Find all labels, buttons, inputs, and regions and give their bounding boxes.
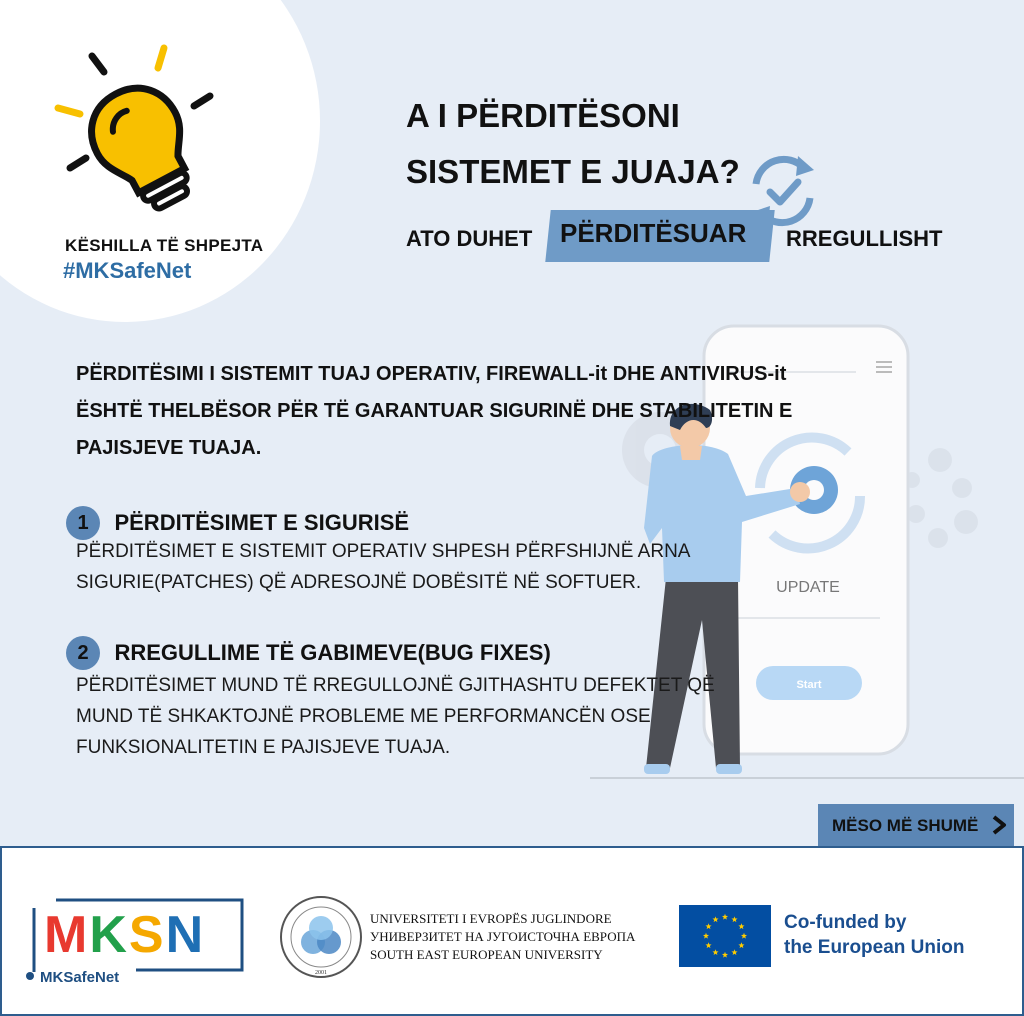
section-1-title: PËRDITËSIMET E SIGURISË bbox=[114, 510, 410, 535]
badge-hashtag: #MKSafeNet bbox=[63, 258, 192, 283]
subline-highlight: PËRDITËSUAR bbox=[560, 218, 747, 248]
university-name-mk: УНИВЕРЗИТЕТ НА ЈУГОИСТОЧНА ЕВРОПА bbox=[370, 929, 636, 944]
section-1-heading bbox=[66, 506, 409, 540]
eu-star bbox=[722, 914, 728, 920]
eu-star bbox=[731, 949, 737, 955]
eu-star bbox=[738, 923, 744, 929]
eu-cofunding bbox=[784, 910, 965, 960]
university-name-al: UNIVERSITETI I EVROPËS JUGLINDORE bbox=[370, 911, 612, 926]
mksn-letter-k: K bbox=[89, 906, 129, 964]
section-2-heading bbox=[66, 636, 551, 670]
section-1-number: 1 bbox=[66, 506, 100, 540]
eu-star bbox=[741, 933, 747, 939]
phone-update-label: UPDATE bbox=[776, 579, 840, 596]
subline-end: RREGULLISHT bbox=[786, 226, 943, 251]
mksn-letters bbox=[44, 906, 205, 964]
partner-footer bbox=[0, 846, 1024, 1016]
mksn-letter-n: N bbox=[165, 906, 206, 964]
eu-star bbox=[738, 942, 744, 948]
mksn-name: MKSafeNet bbox=[40, 969, 120, 984]
mksn-letter-m: M bbox=[44, 906, 90, 964]
eu-flag-icon bbox=[679, 905, 771, 967]
eu-star bbox=[731, 916, 737, 922]
section-1-body: PËRDITËSIMET E SISTEMIT OPERATIV SHPESH PËRFSHIJNË ARNA SIGURIE(PATCHES) QË ADRESOJNË DOBËSITË NË SOFTUER. bbox=[76, 541, 690, 593]
eu-star bbox=[706, 923, 712, 929]
eu-star bbox=[712, 916, 718, 922]
headline-line-1: A I PËRDITËSONI bbox=[406, 97, 680, 134]
start-button-label: Start bbox=[796, 679, 822, 691]
eu-star bbox=[703, 933, 709, 939]
mksafenet-logo bbox=[26, 894, 246, 984]
section-2-body: PËRDITËSIMET MUND TË RREGULLOJNË GJITHASHTU DEFEKTET QË MUND TË SHKAKTOJNË PROBLEME ME PERFORMANCËN OSE FUNKSIONALITETIN E PAJISJEVE TUAJA. bbox=[76, 675, 715, 758]
university-name-en: SOUTH EAST EUROPEAN UNIVERSITY bbox=[370, 947, 603, 962]
university-name bbox=[370, 910, 635, 964]
headline-line-2: SISTEMET E JUAJA? bbox=[406, 153, 740, 190]
learn-more-button[interactable] bbox=[818, 804, 1014, 846]
badge-title: KËSHILLA TË SHPEJTA bbox=[65, 236, 264, 255]
eu-star bbox=[706, 942, 712, 948]
section-2-number: 2 bbox=[66, 636, 100, 670]
page-title bbox=[406, 88, 740, 200]
eu-line-1: Co-funded by bbox=[784, 912, 907, 933]
eu-stars bbox=[679, 905, 771, 967]
subline-start: ATO DUHET bbox=[406, 226, 533, 251]
seal-year: 2001 bbox=[315, 970, 327, 976]
eu-line-2: the European Union bbox=[784, 937, 965, 958]
eu-star bbox=[722, 952, 728, 958]
intro-paragraph: PËRDITËSIMI I SISTEMIT TUAJ OPERATIV, FIREWALL-it DHE ANTIVIRUS-it ËSHTË THELBËSOR PËR TË GARANTUAR SIGURINË DHE STABILITETIN E PAJISJEVE TUAJA. bbox=[76, 363, 793, 459]
chevron-right-icon bbox=[990, 814, 1008, 836]
learn-more-label: MËSO MË SHUMË bbox=[832, 816, 979, 835]
section-2-title: RREGULLIME TË GABIMEVE(BUG FIXES) bbox=[114, 640, 551, 665]
mksn-letter-s: S bbox=[128, 906, 166, 964]
lightbulb-icon bbox=[50, 40, 220, 220]
university-seal-icon bbox=[278, 894, 364, 980]
eu-star bbox=[712, 949, 718, 955]
